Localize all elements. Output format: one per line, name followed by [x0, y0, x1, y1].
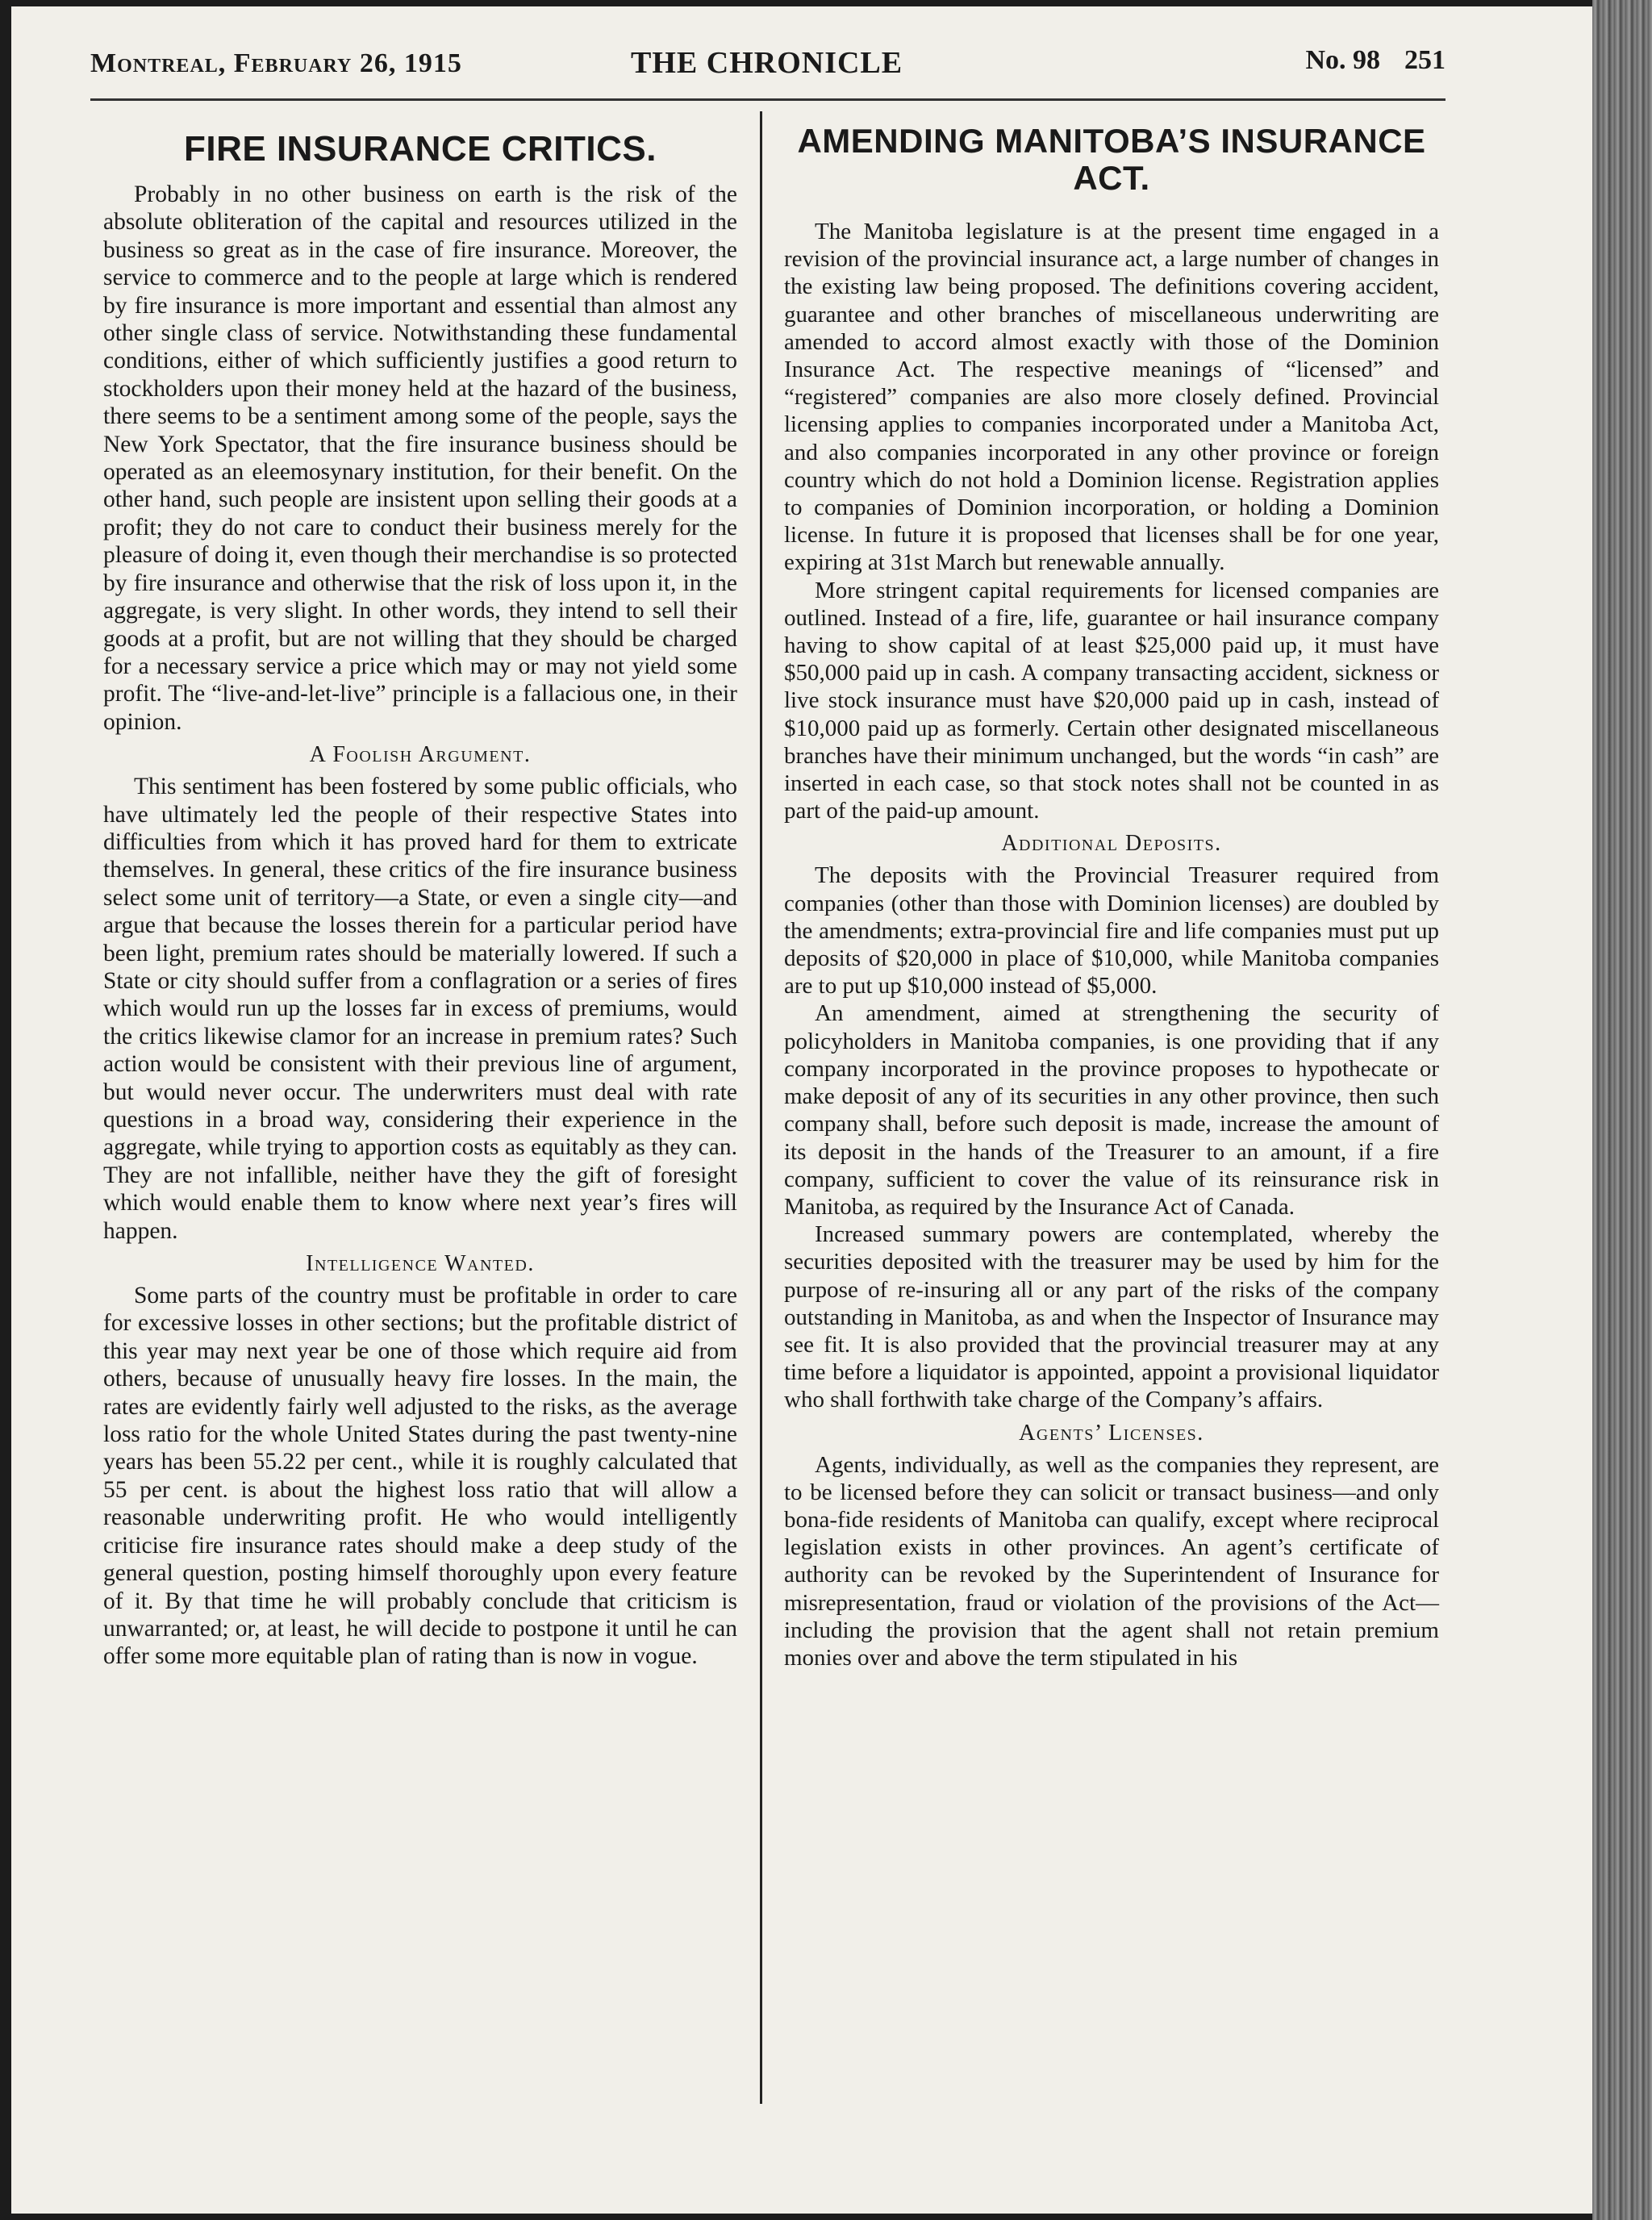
section-subhead: A Foolish Argument. — [309, 742, 532, 768]
left-column — [103, 129, 737, 1671]
article-paragraph: Agents, individually, as well as the companies they represent, are to be licensed before they can solicit or transact business—and only bona-fide residents of Manitoba can qualify, except where reciprocal legislation exists in other provinces. An agent’s certificate of authority can be revoked by the Superintendent of Insurance for misrepresentation, fraud or violation of the provisions of the Act—including the provision that the agent shall not retain premium monies over and above the term stipulated in his — [784, 1451, 1439, 1671]
article-paragraph: Increased summary powers are contemplated, whereby the securities deposited with the treasurer may be used by him for the purpose of re-insuring all or any part of the risks of the company outstanding in Manitoba, as and when the Inspector of Insurance may see fit. It is also provided that the provincial treasurer may at any time before a liquidator is appointed, appoint a provisional liquidator who shall forthwith take charge of the Company’s affairs. — [784, 1221, 1439, 1413]
article-paragraph: Probably in no other business on earth is the risk of the absolute obliteration of the capital and resources utilized in the business so great as in the case of fire insurance. Moreover, the service to commerce and to the people at large which is rendered by fire insurance is more important and essential than almost any other single class of service. Notwithstanding these fundamental conditions, either of which sufficiently justifies a good return to stockholders upon their money held at the hazard of the business, there seems to be a sentiment among some of the people, says the New York Spectator, that the fire insurance business should be operated as an eleemosynary institution, for their benefit. On the other hand, such people are insistent upon selling their goods at a profit; they do not care to conduct their business merely for the pleasure of doing it, even though their merchandise is so protected by fire insurance and otherwise that the risk of loss upon it, in the aggregate, is very slight. In other words, they intend to sell their goods at a profit, but are not willing that they should be charged for a necessary service a price which may or may not yield some profit. The “live-and-let-live” principle is a fallacious one, in their opinion. — [103, 182, 737, 735]
running-header — [90, 45, 1446, 87]
page-number: 251 — [1404, 45, 1446, 75]
section-subhead: Intelligence Wanted. — [306, 1251, 535, 1277]
article-paragraph: An amendment, aimed at strengthening the security of policyholders in Manitoba companies, is one providing that if any company incorporated in the province proposes to hypothecate or make deposit of any of its securities in any other province, then such company shall, before such deposit is made, increase the amount of its deposit in the hands of the Treasurer to an amount, if a fire company, sufficient to cover the value of its reinsurance risk in Manitoba, as required by the Insurance Act of Canada. — [784, 1000, 1439, 1220]
article-title: FIRE INSURANCE CRITICS. — [184, 129, 657, 169]
header-rule — [90, 98, 1446, 101]
right-column — [784, 122, 1439, 1671]
article-paragraph: The deposits with the Provincial Treasurer required from companies (other than those with Dominion licenses) are doubled by the amendments; extra-provincial fire and life companies must put up deposits of $20,000 in place of $10,000, while Manitoba companies are to put up $10,000 instead of $5,000. — [784, 862, 1439, 999]
article-title: AMENDING MANITOBA’S INSURANCE ACT. — [797, 122, 1426, 197]
section-subhead: Agents’ Licenses. — [1019, 1420, 1204, 1446]
publication-title: THE CHRONICLE — [631, 46, 903, 80]
issue-number: No. 98 — [1305, 45, 1380, 75]
article-paragraph: More stringent capital requirements for licensed companies are outlined. Instead of a fire, life, guarantee or hail insurance company having to show capital of at least $25,000 paid up, it must have $50,000 paid up in cash. A company transacting accident, sickness or live stock insurance must have $20,000 paid up in cash, instead of $10,000 paid up as formerly. Certain other designated miscellaneous branches have their minimum unchanged, but the words “in cash” are inserted in each case, so that stock notes shall not be counted in as part of the paid-up amount. — [784, 577, 1439, 824]
article-paragraph: The Manitoba legislature is at the present time engaged in a revision of the provincial insurance act, a large number of changes in the existing law being proposed. The definitions covering accident, guarantee and other branches of miscellaneous underwriting are amended to accord almost exactly with those of the Dominion Insurance Act. The respective meanings of “licensed” and “registered” companies are also more closely defined. Provincial licensing applies to companies incorporated under a Manitoba Act, and also companies incorporated in any other province or foreign country which do not hold a Dominion license. Registration applies to companies of Dominion incorporation, or holding a Dominion license. In future it is proposed that licenses shall be for one year, expiring at 31st March but renewable annually. — [784, 219, 1439, 576]
dateline: Montreal, February 26, 1915 — [90, 48, 462, 78]
article-paragraph: Some parts of the country must be profitable in order to care for excessive losses in other sections; but the profitable district of this year may next year be one of those which require aid from others, because of unusually heavy fire losses. In the main, the rates are evidently fairly well adjusted to the risks, as the average loss ratio for the whole United States during the past twenty-nine years has been 55.22 per cent., while it is roughly calculated that 55 per cent. is about the highest loss ratio that will allow a reasonable underwriting profit. He who would intelligently criticise fire insurance rates should make a deep study of the general question, posting himself thoroughly upon every feature of it. By that time he will probably conclude that criticism is unwarranted; or, at least, he will decide to postpone it until he can offer some more equitable plan of rating than is now in vogue. — [103, 1283, 737, 1670]
section-subhead: Additional Deposits. — [1001, 831, 1222, 857]
article-paragraph: This sentiment has been fostered by some public officials, who have ultimately led the people of their respective States into difficulties from which it has proved hard for them to extricate themselves. In general, these critics of the fire insurance business select some unit of territory—a State, or even a single city—and argue that because the losses therein for a particular period have been light, premium rates should be materially lowered. If such a State or city should suffer from a conflagration or a series of fires which would run up the losses far in excess of premiums, would the critics likewise clamor for an increase in premium rates? Such action would be consistent with their previous line of argument, but would never occur. The underwriters must deal with rate questions in a broad way, considering their experience in the aggregate, while trying to apportion costs as equitably as they can. They are not infallible, neither have they the gift of foresight which would enable them to know where next year’s fires will happen. — [103, 774, 737, 1244]
column-rule — [760, 111, 762, 2104]
page-edge-binding — [1592, 0, 1652, 2220]
issue-and-page — [1305, 45, 1446, 76]
